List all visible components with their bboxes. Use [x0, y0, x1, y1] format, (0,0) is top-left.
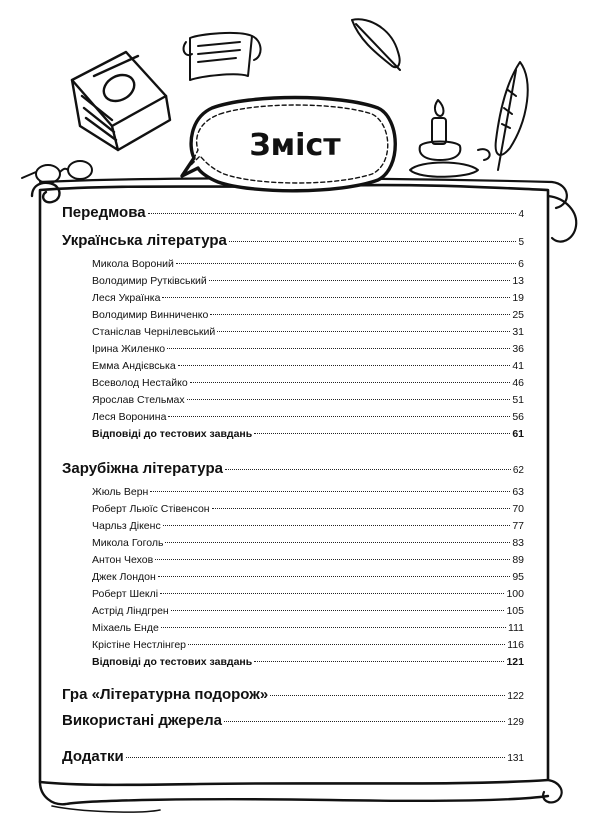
leader-dots — [163, 525, 511, 526]
toc-label: Зарубіжна література — [62, 460, 223, 477]
toc-subentry[interactable] — [92, 360, 524, 374]
toc-label: Відповіді до тестових завдань — [92, 656, 253, 668]
toc-subentry[interactable] — [92, 428, 524, 442]
leader-dots — [187, 399, 511, 400]
toc-page: 83 — [512, 537, 524, 549]
toc-label: Передмова — [62, 204, 146, 221]
leader-dots — [160, 593, 504, 594]
toc-label: Володимир Рутківський — [92, 275, 207, 287]
toc-page: 46 — [512, 377, 524, 389]
leader-dots — [225, 469, 511, 470]
toc-page: 13 — [512, 275, 524, 287]
leader-dots — [162, 297, 510, 298]
toc-subentry[interactable] — [92, 520, 524, 534]
toc-page: 121 — [506, 656, 524, 668]
toc-page: 6 — [518, 258, 524, 270]
leader-dots — [158, 576, 511, 577]
toc-label: Крістіне Нестлінгер — [92, 639, 187, 651]
leader-dots — [165, 542, 510, 543]
toc-subentry[interactable] — [92, 503, 524, 517]
toc-label: Астрід Ліндгрен — [92, 605, 169, 617]
leader-dots — [254, 433, 510, 434]
leader-dots — [209, 280, 511, 281]
toc-page: 100 — [506, 588, 524, 600]
toc-entry[interactable] — [62, 232, 524, 252]
toc-subentry[interactable] — [92, 571, 524, 585]
toc-entry[interactable] — [62, 460, 524, 480]
toc-subentry[interactable] — [92, 377, 524, 391]
leader-dots — [188, 644, 505, 645]
toc-label: Додатки — [62, 748, 124, 765]
leader-dots — [171, 610, 505, 611]
toc-label: Ірина Жиленко — [92, 343, 166, 355]
toc-page: 70 — [512, 503, 524, 515]
toc-subentry[interactable] — [92, 411, 524, 425]
toc-subentry[interactable] — [92, 309, 524, 323]
leader-dots — [155, 559, 510, 560]
leader-dots — [176, 263, 516, 264]
toc-label: Леся Українка — [92, 292, 161, 304]
toc-page: 111 — [508, 622, 524, 634]
leader-dots — [190, 382, 511, 383]
toc-label: Станіслав Чернілевський — [92, 326, 216, 338]
leader-dots — [161, 627, 506, 628]
toc-page: 116 — [507, 639, 524, 651]
toc-entry[interactable] — [62, 686, 524, 706]
leader-dots — [254, 661, 504, 662]
toc-label: Леся Воронина — [92, 411, 167, 423]
toc-page: 5 — [518, 237, 524, 248]
toc-label: Микола Вороний — [92, 258, 174, 270]
leader-dots — [168, 416, 510, 417]
leader-dots — [212, 508, 511, 509]
toc-page: 56 — [512, 411, 524, 423]
toc-page: 89 — [512, 554, 524, 566]
toc-label: Емма Андієвська — [92, 360, 176, 372]
toc-label: Джек Лондон — [92, 571, 156, 583]
toc-page: 41 — [512, 360, 524, 372]
toc-label: Ярослав Стельмах — [92, 394, 185, 406]
page-title: Зміст — [249, 128, 341, 163]
toc-subentry[interactable] — [92, 588, 524, 602]
toc-subentry[interactable] — [92, 292, 524, 306]
toc-subentry[interactable] — [92, 486, 524, 500]
toc-page: 77 — [512, 520, 524, 532]
toc-label: Українська література — [62, 232, 227, 249]
toc-label: Гра «Літературна подорож» — [62, 686, 269, 703]
toc-subentry[interactable] — [92, 622, 524, 636]
toc-label: Відповіді до тестових завдань — [92, 428, 253, 440]
toc-entry[interactable] — [62, 748, 524, 768]
toc-label: Микола Гоголь — [92, 537, 164, 549]
toc-label: Володимир Винниченко — [92, 309, 209, 321]
toc-page: 4 — [518, 209, 524, 220]
toc-subentry[interactable] — [92, 639, 524, 653]
leader-dots — [217, 331, 510, 332]
leader-dots — [148, 213, 517, 214]
toc-label: Роберт Льюїс Стівенсон — [92, 503, 210, 515]
toc-page: 51 — [512, 394, 524, 406]
leader-dots — [229, 241, 517, 242]
toc-label: Антон Чехов — [92, 554, 154, 566]
toc-page: 129 — [507, 717, 524, 728]
leader-dots — [224, 721, 505, 722]
toc-page: 63 — [512, 486, 524, 498]
toc-label: Роберт Шеклі — [92, 588, 159, 600]
toc-page: 95 — [512, 571, 524, 583]
toc-page: 122 — [507, 691, 524, 702]
toc-subentry[interactable] — [92, 537, 524, 551]
toc-subentry[interactable] — [92, 656, 524, 670]
toc-subentry[interactable] — [92, 394, 524, 408]
toc-label: Використані джерела — [62, 712, 223, 729]
leader-dots — [150, 491, 510, 492]
toc-subentry[interactable] — [92, 258, 524, 272]
leader-dots — [270, 695, 505, 696]
toc-subentry[interactable] — [92, 343, 524, 357]
toc-entry[interactable] — [62, 204, 524, 224]
toc-page: 105 — [506, 605, 524, 617]
toc-label: Жюль Верн — [92, 486, 149, 498]
toc-label: Чарльз Дікенс — [92, 520, 161, 532]
toc-page: 62 — [512, 465, 524, 476]
leader-dots — [210, 314, 510, 315]
toc-label: Всеволод Нестайко — [92, 377, 188, 389]
toc-page: 61 — [512, 428, 524, 440]
toc-subentry[interactable] — [92, 275, 524, 289]
leader-dots — [126, 757, 506, 758]
leader-dots — [178, 365, 511, 366]
toc-page: 131 — [507, 753, 524, 764]
toc-label: Міхаель Енде — [92, 622, 159, 634]
toc-page: 36 — [512, 343, 524, 355]
toc-subentry[interactable] — [92, 326, 524, 340]
toc-page: 25 — [512, 309, 524, 321]
toc-subentry[interactable] — [92, 605, 524, 619]
toc-subentry[interactable] — [92, 554, 524, 568]
toc-entry[interactable] — [62, 712, 524, 732]
toc-page: 19 — [512, 292, 524, 304]
leader-dots — [167, 348, 510, 349]
toc-page: 31 — [512, 326, 524, 338]
